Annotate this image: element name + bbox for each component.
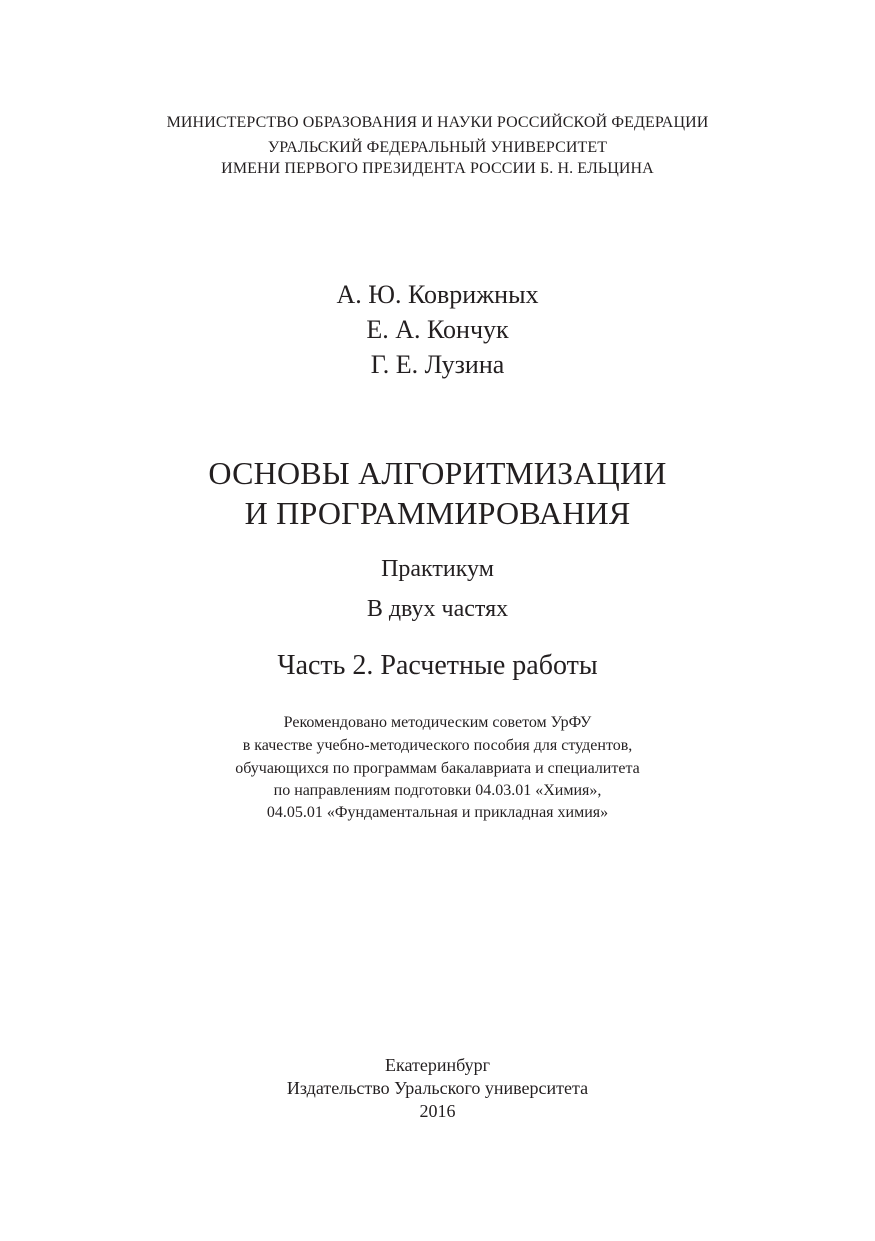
book-title-line-2: И ПРОГРАММИРОВАНИЯ bbox=[244, 495, 631, 531]
university-dedication: ИМЕНИ ПЕРВОГО ПРЕЗИДЕНТА РОССИИ Б. Н. ЕЛЬЦИНА bbox=[221, 160, 654, 177]
author-2: Е. А. Кончук bbox=[366, 315, 509, 344]
ministry-name: МИНИСТЕРСТВО ОБРАЗОВАНИЯ И НАУКИ РОССИЙСКОЙ ФЕДЕРАЦИИ bbox=[166, 114, 709, 131]
recommendation-line-2: в качестве учебно-методического пособия для студентов, bbox=[242, 737, 633, 754]
book-title-line-1: ОСНОВЫ АЛГОРИТМИЗАЦИИ bbox=[208, 455, 667, 491]
recommendation-line-5: 04.05.01 «Фундаментальная и прикладная химия» bbox=[266, 804, 609, 821]
parts-count: В двух частях bbox=[366, 596, 509, 622]
part-title: Часть 2. Расчетные работы bbox=[277, 650, 598, 681]
author-1: А. Ю. Коврижных bbox=[336, 280, 539, 309]
recommendation-line-1: Рекомендовано методическим советом УрФУ bbox=[283, 714, 592, 731]
recommendation-line-4: по направлениям подготовки 04.03.01 «Химия», bbox=[273, 782, 602, 799]
imprint-publisher: Издательство Уральского университета bbox=[286, 1078, 589, 1098]
recommendation-line-3: обучающихся по программам бакалавриата и специалитета bbox=[235, 760, 640, 777]
author-3: Г. Е. Лузина bbox=[370, 350, 505, 379]
imprint-city: Екатеринбург bbox=[385, 1055, 490, 1075]
imprint-year: 2016 bbox=[419, 1101, 456, 1121]
university-name: УРАЛЬСКИЙ ФЕДЕРАЛЬНЫЙ УНИВЕРСИТЕТ bbox=[267, 139, 608, 156]
book-type: Практикум bbox=[381, 556, 494, 582]
